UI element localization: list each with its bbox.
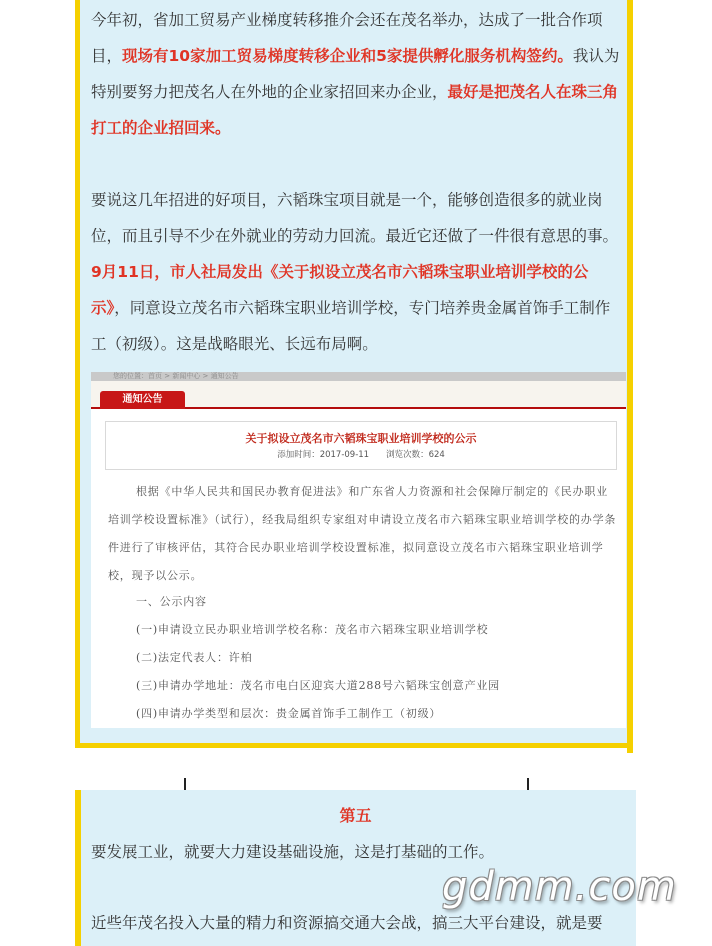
paragraph-1 xyxy=(91,2,621,146)
notice-title-box xyxy=(105,421,617,470)
paragraph-2-text-a: 要说这几年招进的好项目，六韬珠宝项目就是一个，能够创造很多的就业岗位，而且引导不少在外就业的劳动力回流。最近它还做了一件很有意思的事。 xyxy=(91,191,619,245)
paragraph-3: 要发展工业，就要大力建设基础设施，这是打基础的工作。 xyxy=(91,843,495,861)
notice-item: (四)申请办学类型和层次：贵金属首饰手工制作工（初级） xyxy=(136,707,442,720)
notice-tab: 通知公告 xyxy=(100,391,185,409)
paragraph-1-highlight-a: 现场有10家加工贸易梯度转移企业和5家提供孵化服务机构签约。 xyxy=(122,47,573,65)
notice-meta: 添加时间：2017-09-11 浏览次数：624 xyxy=(277,450,445,460)
notice-screenshot xyxy=(91,372,626,728)
paragraph-2-highlight: 9月11日，市人社局发出《关于拟设立茂名市六韬珠宝职业培训学校的公示》 xyxy=(91,263,589,317)
notice-title: 关于拟设立茂名市六韬珠宝职业培训学校的公示 xyxy=(245,432,477,445)
card-1-right-accent xyxy=(627,0,633,753)
notice-body xyxy=(108,478,618,590)
section-heading: 第五 xyxy=(339,806,372,825)
notice-tab-bar xyxy=(91,381,626,409)
paragraph-1-highlight-b: 最好是把茂名人在珠三角打工的企业招回来。 xyxy=(91,83,619,137)
paragraph-1-text-b: 我认为特别要努力把茂名人在外地的企业家招回来办企业， xyxy=(91,47,620,101)
notice-item: (二)法定代表人：许柏 xyxy=(136,651,253,664)
notice-breadcrumb: 您的位置：首页 > 新闻中心 > 通知公告 xyxy=(91,372,626,381)
notice-item: (一)申请设立民办职业培训学校名称：茂名市六韬珠宝职业培训学校 xyxy=(136,623,489,636)
notice-item: 一、公示内容 xyxy=(136,595,207,608)
notice-item: (三)申请办学地址：茂名市电白区迎宾大道288号六韬珠宝创意产业园 xyxy=(136,679,500,692)
paragraph-4: 近些年茂名投入大量的精力和资源搞交通大会战，搞三大平台建设，就是要 xyxy=(91,914,603,932)
paragraph-1-text-a: 今年初，省加工贸易产业梯度转移推介会还在茂名举办，达成了一批合作项目， xyxy=(91,11,603,65)
paragraph-2 xyxy=(91,182,621,362)
watermark: gdmm.com xyxy=(442,864,677,910)
notice-body-text: 根据《中华人民共和国民办教育促进法》和广东省人力资源和社会保障厅制定的《民办职业培训学校设置标准》（试行），经我局组织专家组对申请设立茂名市六韬珠宝职业培训学校的办学条件进行了审核评估，其符合民办职业培训学校设置标准，拟同意设立茂名市六韬珠宝职业培训学校，现予以公示。 xyxy=(108,485,617,582)
paragraph-2-text-b: ，同意设立茂名市六韬珠宝职业培训学校，专门培养贵金属首饰手工制作工（初级）。这是战略眼光、长远布局啊。 xyxy=(91,299,611,353)
